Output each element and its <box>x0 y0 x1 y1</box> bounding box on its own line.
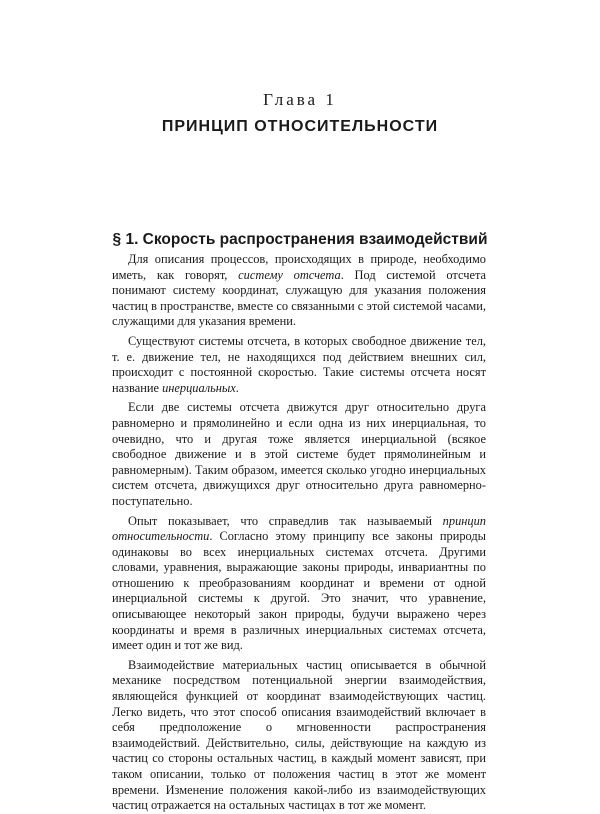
paragraph-4-text: Опыт показывает, что справедлив так называемый <box>128 513 443 528</box>
body-text <box>112 252 486 814</box>
chapter-title: ПРИНЦИП ОТНОСИТЕЛЬНОСТИ <box>161 118 439 135</box>
chapter-label: Глава 1 <box>263 90 337 109</box>
paragraph-2 <box>112 334 486 396</box>
section-title: § 1. Скорость распространения взаимодействий <box>112 231 488 248</box>
paragraph-5: Взаимодействие материальных частиц описывается в обычной механике посредством потенциальной энергии взаимодействия, являющейся функцией от координат взаимодействующих частиц. Легко видеть, что этот способ описания взаимодействий включает в себя предположение о мгновенности распространения взаимодействий. Действительно, силы, действующие на каждую из частиц со стороны остальных частиц, в каждый момент зависят, при таком описании, только от положения частиц в этот же момент времени. Изменение положения какой-либо из взаимодействующих частиц отражается на остальных частицах в тот же момент. <box>112 657 486 813</box>
paragraph-1-text: Для описания процессов, происходящих в природе, необходимо иметь, как говорят, <box>112 252 486 282</box>
paragraph-1-text-end: . Под системой отсчета понимают систему координат, служащую для указания положения частиц в пространстве, вместе со связанными с этой системой часами, служащими для указания времени. <box>112 267 487 329</box>
term-reference-frame: систему отсчета <box>238 267 341 282</box>
paragraph-2-text-end: . <box>235 380 239 395</box>
paragraph-4-text-end: . Согласно этому принципу все законы природы одинаковы во всех инерциальных системах отсчета. Другими словами, уравнения, выражающие законы природы, инвариантны по отношению к преобразованиям координат и времени от одной инерциальной системы к другой. Это значит, что уравнение, описывающее некоторый закон природы, будучи выражено через координаты и время в различных инерциальных системах отсчета, имеет один и тот же вид. <box>112 529 486 653</box>
paragraph-1 <box>112 252 486 330</box>
paragraph-2-text: Существуют системы отсчета, в которых свободное движение тел, т. е. движение тел, не находящихся под действием внешних сил, происходит с постоянной скоростью. Такие системы отсчета носят название <box>112 333 486 395</box>
paragraph-4 <box>112 514 486 654</box>
term-inertial: инерциальных <box>162 380 236 395</box>
term-relativity-principle: принцип относительности <box>112 513 486 544</box>
paragraph-3: Если две системы отсчета движутся друг относительно друга равномерно и прямолинейно и если одна из них инерциальная, то очевидно, что и другая тоже является инерциальной (всякое свободное движение и в этой системе будет прямолинейным и равномерным). Таким образом, имеется сколько угодно инерциальных систем отсчета, движущихся друг относительно друга равномерно-поступательно. <box>112 400 486 508</box>
